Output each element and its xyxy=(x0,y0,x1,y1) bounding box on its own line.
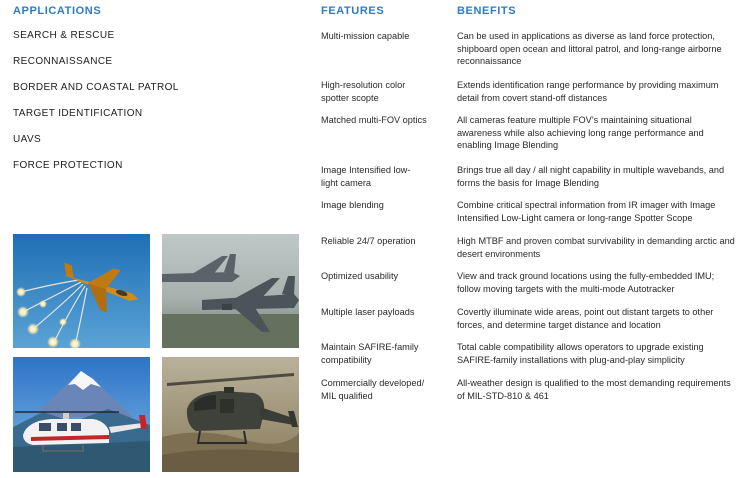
application-item: SEARCH & RESCUE xyxy=(13,30,115,41)
rescue-helicopter-photo xyxy=(13,357,150,472)
benefit-text: All cameras feature multiple FOV’s maintaining situational awareness while also achieving long range performance and enabling Image Blending xyxy=(457,115,704,150)
feature-text: Image blending xyxy=(321,200,384,210)
patrol-aircraft-photo xyxy=(162,234,299,348)
benefit-text: All-weather design is qualified to the most demanding requirements of MIL-STD-810 & 461 xyxy=(457,378,731,401)
features-header: FEATURES xyxy=(321,5,385,17)
benefit-text: Covertly illuminate wide areas, point out distant targets to other forces, and determine target distance and location xyxy=(457,307,714,330)
benefit-text: Combine critical spectral information from IR imager with Image Intensified Low-Light camera or long-range Spotter Scope xyxy=(457,200,716,223)
feature-text: Commercially developed/ MIL qualified xyxy=(321,378,425,401)
application-item: FORCE PROTECTION xyxy=(13,160,123,171)
feature-text: Maintain SAFIRE-family compatibility xyxy=(321,342,419,365)
applications-header: APPLICATIONS xyxy=(13,5,102,17)
military-helicopter-photo xyxy=(162,357,299,472)
benefits-header: BENEFITS xyxy=(457,5,517,17)
feature-text: Multiple laser payloads xyxy=(321,307,415,317)
application-item: BORDER AND COASTAL PATROL xyxy=(13,82,179,93)
feature-text: Image Intensified low-light camera xyxy=(321,165,411,188)
feature-text: High-resolution color spotter scopte xyxy=(321,80,406,103)
feature-text: Multi-mission capable xyxy=(321,31,410,41)
benefit-text: View and track ground locations using the fully-embedded IMU; follow moving targets with the multi-mode Autotracker xyxy=(457,271,715,294)
benefit-text: High MTBF and proven combat survivability in demanding arctic and desert environments xyxy=(457,236,735,259)
benefit-text: Extends identification range performance by providing maximum detail from covert stand-off distances xyxy=(457,80,719,103)
jet-flares-photo xyxy=(13,234,150,348)
benefit-text: Total cable compatibility allows operators to upgrade existing SAFIRE-family installations with plug-and-play simplicity xyxy=(457,342,704,365)
benefit-text: Brings true all day / all night capability in multiple wavebands, and forms the basis for Image Blending xyxy=(457,165,725,188)
application-item: TARGET IDENTIFICATION xyxy=(13,108,143,119)
benefit-text: Can be used in applications as diverse as land force protection, shipboard open ocean and littoral patrol, and long-range airborne reconnaissance xyxy=(457,31,722,66)
feature-text: Matched multi-FOV optics xyxy=(321,115,427,125)
application-item: UAVS xyxy=(13,134,42,145)
feature-text: Reliable 24/7 operation xyxy=(321,236,416,246)
feature-text: Optimized usability xyxy=(321,271,399,281)
application-item: RECONNAISSANCE xyxy=(13,56,113,67)
